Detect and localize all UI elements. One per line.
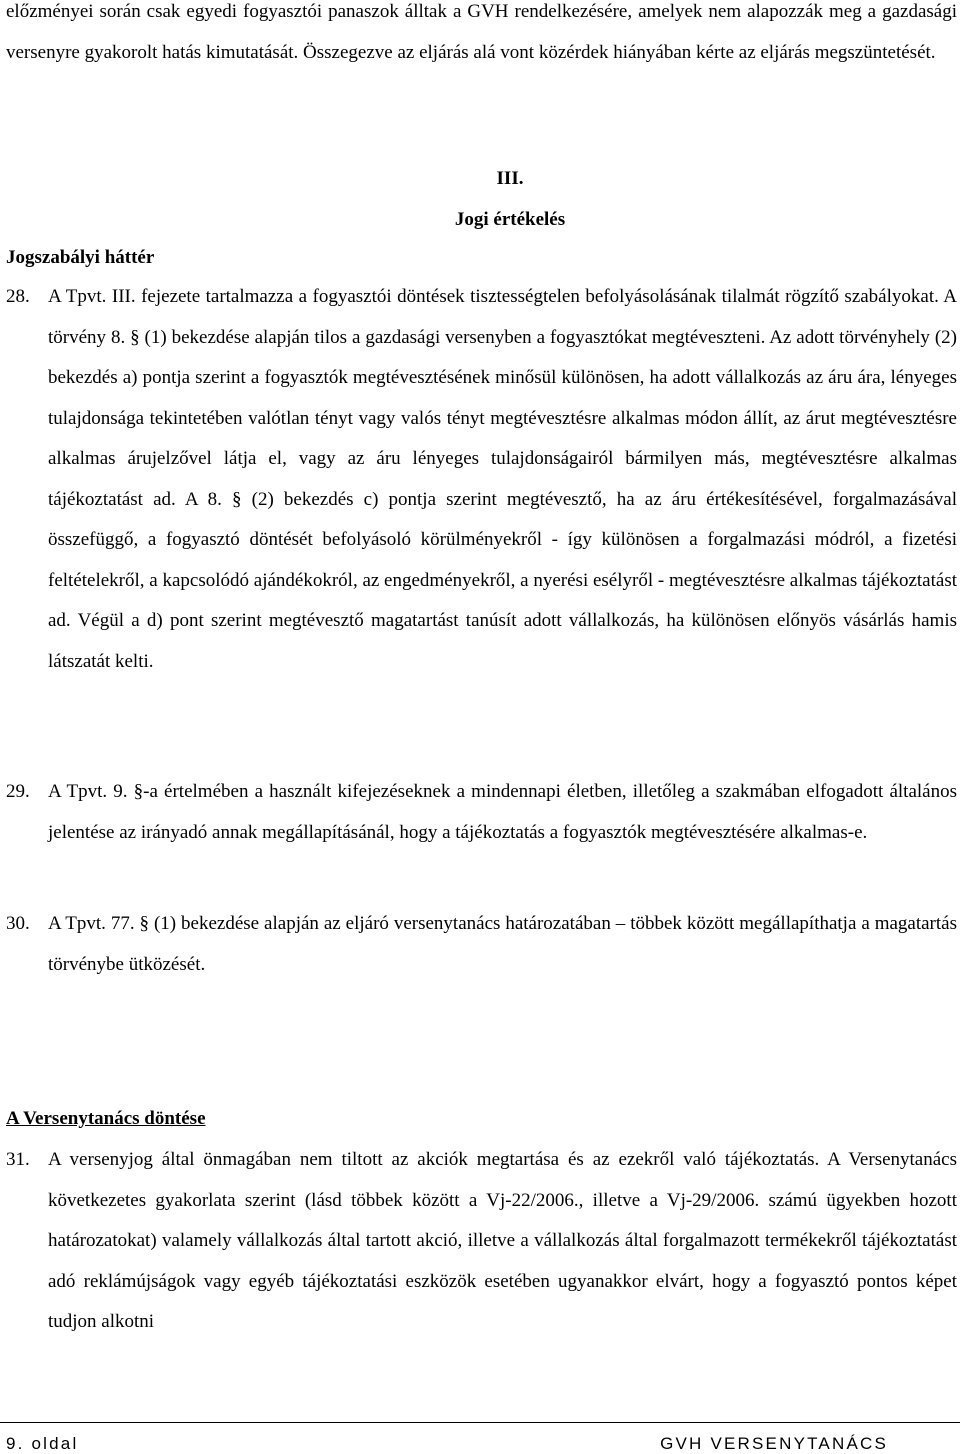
footer-page-number: 9. oldal [6,1434,79,1453]
paragraph-number: 29. [6,781,30,802]
paragraph-31 [6,1140,957,1343]
paragraph-number: 28. [6,286,30,307]
paragraph-number: 31. [6,1149,30,1170]
paragraph-text: A Tpvt. III. fejezete tartalmazza a fogyasztói döntések tisztességtelen befolyásolásának tilalmát rögzítő szabályokat. A törvény 8. § (1) bekezdése alapján tilos a gazdasági versenyben a fogyasztókat megtéveszteni. Az adott törvényhely (2) bekezdés a) pontja szerint a fogyasztók megtévesztésének minősül különösen, ha adott vállalkozás az áru ára, lényeges tulajdonsága tekintetében valótlan tényt vagy valós tényt megtévesztésre alkalmas módon állít, az árut megtévesztésre alkalmas árujelzővel látja el, vagy az áru lényeges tulajdonságairól bármilyen más, megtévesztésre alkalmas tájékoztatást ad. A 8. § (2) bekezdés c) pontja szerint megtévesztő, ha az áru értékesítésével, forgalmazásával összefüggő, a fogyasztó döntését befolyásoló körülményekről - így különösen a forgalmazási módról, a fizetési feltételekről, a kapcsolódó ajándékokról, az engedményekről, a nyerési esélyről - megtévesztésre alkalmas tájékoztatást ad. Végül a d) pont szerint megtévesztő magatartást tanúsít adott vállalkozás, ha különösen előnyös vásárlás hamis látszatát kelti. [48,286,957,672]
paragraph-text: A Tpvt. 77. § (1) bekezdése alapján az eljáró versenytanács határozatában – többek között megállapíthatja a magatartás törvénybe ütközését. [48,913,957,975]
section-numeral: III. [496,168,524,189]
decision-heading: A Versenytanács döntése [6,1108,206,1129]
paragraph-30 [6,904,957,985]
paragraph-text: A Tpvt. 9. §-a értelmében a használt kifejezéseknek a mindennapi életben, illetőleg a szakmában elfogadott általános jelentése az irányadó annak megállapításánál, hogy a tájékoztatás a fogyasztók megtévesztésére alkalmas-e. [48,781,957,843]
legal-background-heading: Jogszabályi háttér [6,247,155,268]
paragraph-29 [6,772,957,853]
intro-paragraph: előzményei során csak egyedi fogyasztói panaszok álltak a GVH rendelkezésére, amelyek nem alapozzák meg a gazdasági versenyre gyakorolt hatás kimutatását. Összegezve az eljárás alá vont közérdek hiányában kérte az eljárás megszüntetését. [6,1,957,63]
footer-organization: GVH VERSENYTANÁCS [660,1434,888,1453]
paragraph-number: 30. [6,913,30,934]
paragraph-28 [6,277,957,682]
footer-rule [0,1422,960,1423]
paragraph-text: A versenyjog által önmagában nem tiltott az akciók megtartása és az ezekről való tájékoztatás. A Versenytanács következetes gyakorlata szerint (lásd többek között a Vj-22/2006., illetve a Vj-29/2006. számú ügyekben hozott határozatokat) valamely vállalkozás által tartott akció, illetve a vállalkozás által forgalmazott termékekről tájékoztatást adó reklámújságok vagy egyéb tájékoztatási eszközök esetében ugyanakkor elvárt, hogy a fogyasztó pontos képet tudjon alkotni [48,1149,957,1332]
section-title: Jogi értékelés [454,209,566,230]
